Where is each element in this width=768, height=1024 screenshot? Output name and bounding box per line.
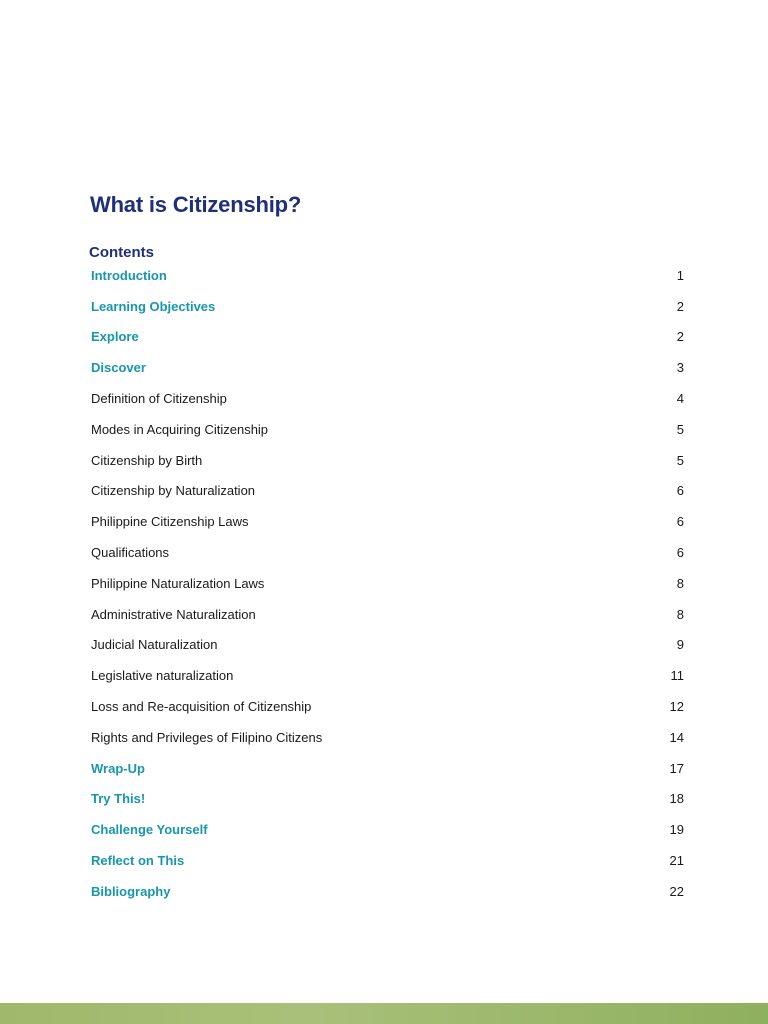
- contents-heading: Contents: [89, 244, 154, 261]
- toc-entry-citizenship-by-naturalization[interactable]: [91, 476, 684, 507]
- toc-entry-challenge-yourself[interactable]: [91, 814, 684, 845]
- toc-entry-introduction[interactable]: [91, 260, 684, 291]
- toc-entry-label[interactable]: Explore: [91, 329, 139, 345]
- toc-entry-wrap-up[interactable]: [91, 753, 684, 784]
- toc-entry-philippine-naturalization-laws[interactable]: [91, 568, 684, 599]
- toc-entry-philippine-citizenship-laws[interactable]: [91, 506, 684, 537]
- toc-entry-label[interactable]: Qualifications: [91, 545, 170, 561]
- toc-entry-judicial-naturalization[interactable]: [91, 630, 684, 661]
- toc-entry-label[interactable]: Citizenship by Birth: [91, 452, 203, 468]
- toc-entry-loss-and-reacquisition[interactable]: [91, 691, 684, 722]
- toc-entry-legislative-naturalization[interactable]: [91, 660, 684, 691]
- toc-entry-label[interactable]: Rights and Privileges of Filipino Citizens: [91, 729, 323, 745]
- toc-entry-page: 18: [669, 791, 684, 807]
- footer-band: [0, 1003, 768, 1024]
- toc-entry-page: 5: [676, 452, 684, 468]
- toc-entry-label[interactable]: Challenge Yourself: [91, 822, 208, 838]
- toc-entry-label[interactable]: Wrap-Up: [91, 760, 145, 776]
- toc-entry-page: 2: [676, 298, 684, 314]
- toc-entry-page: 17: [669, 760, 684, 776]
- table-of-contents: [91, 260, 684, 907]
- toc-entry-page: 6: [676, 514, 684, 530]
- toc-entry-try-this[interactable]: [91, 784, 684, 815]
- toc-entry-reflect-on-this[interactable]: [91, 845, 684, 876]
- toc-entry-page: 11: [670, 668, 684, 684]
- toc-entry-rights-and-privileges[interactable]: [91, 722, 684, 753]
- toc-entry-label[interactable]: Loss and Re-acquisition of Citizenship: [91, 699, 312, 715]
- toc-entry-label[interactable]: Modes in Acquiring Citizenship: [91, 421, 269, 437]
- toc-entry-explore[interactable]: [91, 322, 684, 353]
- toc-entry-label[interactable]: Administrative Naturalization: [91, 606, 256, 622]
- toc-entry-page: 2: [676, 329, 684, 345]
- toc-entry-page: 9: [676, 637, 684, 653]
- toc-entry-page: 14: [669, 729, 684, 745]
- toc-entry-page: 19: [669, 822, 684, 838]
- toc-entry-administrative-naturalization[interactable]: [91, 599, 684, 630]
- toc-entry-page: 5: [676, 421, 684, 437]
- toc-entry-qualifications[interactable]: [91, 537, 684, 568]
- toc-entry-page: 6: [676, 545, 684, 561]
- toc-entry-learning-objectives[interactable]: [91, 291, 684, 322]
- toc-entry-label[interactable]: Bibliography: [91, 883, 171, 899]
- toc-entry-page: 8: [676, 606, 684, 622]
- toc-entry-label[interactable]: Philippine Citizenship Laws: [91, 514, 249, 530]
- toc-entry-label[interactable]: Citizenship by Naturalization: [91, 483, 256, 499]
- toc-entry-label[interactable]: Reflect on This: [91, 853, 185, 869]
- toc-entry-page: 1: [676, 267, 684, 283]
- toc-entry-label[interactable]: Try This!: [91, 791, 146, 807]
- toc-entry-label[interactable]: Judicial Naturalization: [91, 637, 218, 653]
- toc-entry-page: 4: [676, 391, 684, 407]
- toc-entry-label[interactable]: Discover: [91, 360, 146, 376]
- toc-entry-label[interactable]: Philippine Naturalization Laws: [91, 575, 265, 591]
- page-title: What is Citizenship?: [90, 192, 302, 217]
- toc-entry-page: 21: [669, 853, 684, 869]
- toc-entry-page: 6: [676, 483, 684, 499]
- toc-entry-label[interactable]: Learning Objectives: [91, 298, 216, 314]
- toc-entry-label[interactable]: Legislative naturalization: [91, 668, 234, 684]
- toc-entry-page: 12: [669, 699, 684, 715]
- toc-entry-label[interactable]: Introduction: [91, 267, 167, 283]
- toc-entry-page: 8: [676, 575, 684, 591]
- toc-entry-page: 22: [669, 883, 684, 899]
- toc-entry-definition-of-citizenship[interactable]: [91, 383, 684, 414]
- toc-entry-page: 3: [676, 360, 684, 376]
- toc-entry-modes-in-acquiring-citizenship[interactable]: [91, 414, 684, 445]
- toc-entry-label[interactable]: Definition of Citizenship: [91, 391, 227, 407]
- toc-entry-discover[interactable]: [91, 352, 684, 383]
- toc-entry-bibliography[interactable]: [91, 876, 684, 907]
- toc-entry-citizenship-by-birth[interactable]: [91, 445, 684, 476]
